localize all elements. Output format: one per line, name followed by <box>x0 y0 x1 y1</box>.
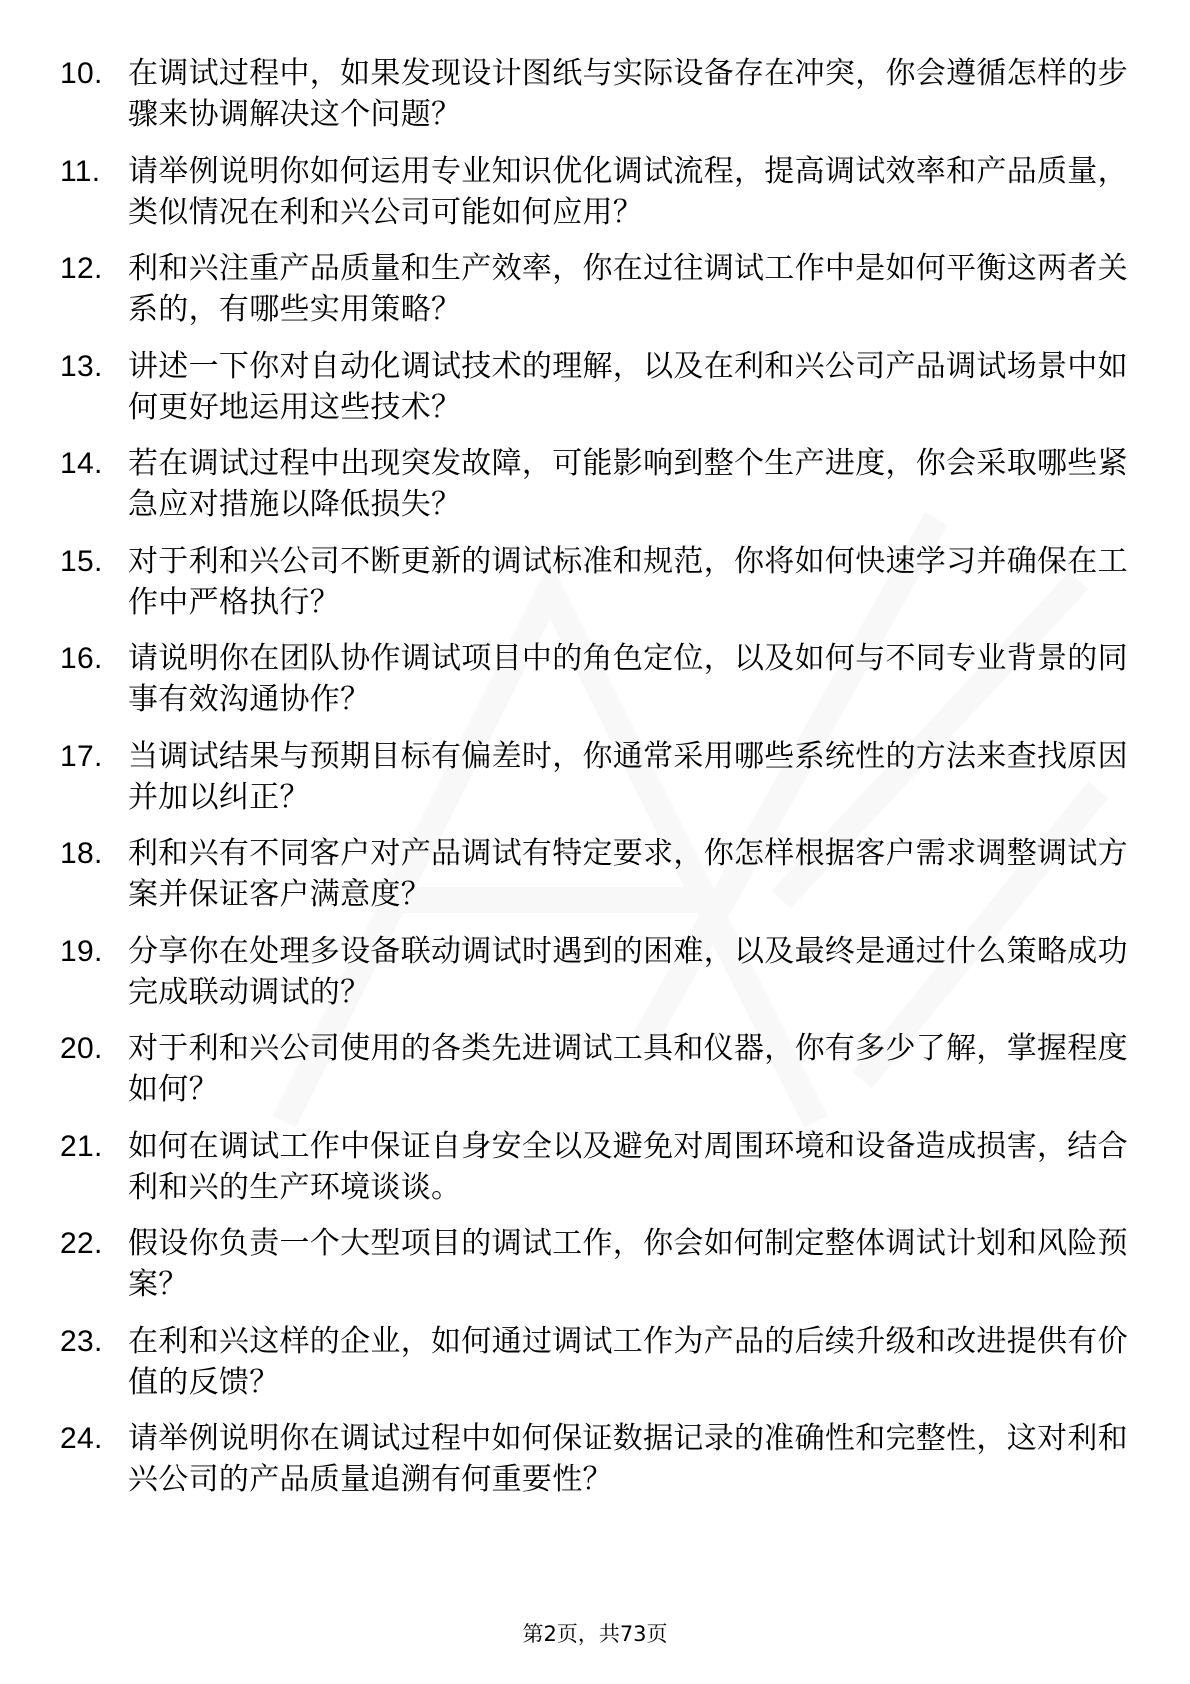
question-number: 24. <box>60 1422 103 1455</box>
question-text: 若在调试过程中出现突发故障，可能影响到整个生产进度，你会采取哪些紧急应对措施以降低损失？ <box>128 446 1128 522</box>
question-item <box>60 1223 1128 1305</box>
question-item <box>60 833 1128 915</box>
question-list <box>60 53 1128 1516</box>
question-item <box>60 736 1128 818</box>
question-item <box>60 541 1128 623</box>
question-item <box>60 1321 1128 1403</box>
question-text: 当调试结果与预期目标有偏差时，你通常采用哪些系统性的方法来查找原因并加以纠正？ <box>128 738 1128 815</box>
question-number: 14. <box>60 447 103 480</box>
question-number: 22. <box>60 1227 103 1260</box>
question-item <box>60 1418 1128 1500</box>
question-item <box>60 1028 1128 1110</box>
question-number: 23. <box>60 1324 103 1358</box>
question-item <box>60 248 1128 330</box>
question-text: 对于利和兴公司使用的各类先进调试工具和仪器，你有多少了解，掌握程度如何？ <box>128 1031 1128 1107</box>
page-footer: 第2页，共73页 <box>522 1622 668 1646</box>
question-number: 11. <box>60 154 101 188</box>
question-text: 在调试过程中，如果发现设计图纸与实际设备存在冲突，你会遵循怎样的步骤来协调解决这个问题？ <box>128 56 1128 132</box>
question-text: 请举例说明你在调试过程中如何保证数据记录的准确性和完整性，这对利和兴公司的产品质量追溯有何重要性？ <box>128 1421 1128 1497</box>
question-number: 18. <box>60 837 103 870</box>
question-item <box>60 53 1128 135</box>
question-text: 请说明你在团队协作调试项目中的角色定位，以及如何与不同专业背景的同事有效沟通协作？ <box>128 641 1128 717</box>
question-text: 请举例说明你如何运用专业知识优化调试流程，提高调试效率和产品质量，类似情况在利和兴公司可能如何应用？ <box>128 153 1128 230</box>
question-number: 12. <box>60 252 103 285</box>
question-number: 15. <box>60 544 103 578</box>
question-number: 13. <box>60 349 103 383</box>
question-number: 20. <box>60 1032 103 1065</box>
question-item <box>60 443 1128 525</box>
question-item <box>60 151 1128 233</box>
question-number: 16. <box>60 642 103 675</box>
question-item <box>60 638 1128 720</box>
question-text: 分享你在处理多设备联动调试时遇到的困难，以及最终是通过什么策略成功完成联动调试的？ <box>128 933 1128 1010</box>
question-text: 在利和兴这样的企业，如何通过调试工作为产品的后续升级和改进提供有价值的反馈？ <box>128 1323 1128 1400</box>
question-item <box>60 1126 1128 1208</box>
question-text: 如何在调试工作中保证自身安全以及避免对周围环境和设备造成损害，结合利和兴的生产环境谈谈。 <box>128 1128 1128 1205</box>
question-text: 利和兴注重产品质量和生产效率，你在过往调试工作中是如何平衡这两者关系的，有哪些实用策略？ <box>128 251 1128 327</box>
question-text: 对于利和兴公司不断更新的调试标准和规范，你将如何快速学习并确保在工作中严格执行？ <box>128 543 1128 620</box>
question-number: 21. <box>60 1129 103 1163</box>
question-number: 19. <box>60 934 103 968</box>
question-item <box>60 931 1128 1013</box>
question-item <box>60 346 1128 428</box>
question-number: 10. <box>60 57 103 90</box>
question-number: 17. <box>60 739 103 773</box>
question-text: 利和兴有不同客户对产品调试有特定要求，你怎样根据客户需求调整调试方案并保证客户满意度？ <box>128 836 1128 912</box>
question-text: 讲述一下你对自动化调试技术的理解，以及在利和兴公司产品调试场景中如何更好地运用这些技术？ <box>128 348 1128 425</box>
question-text: 假设你负责一个大型项目的调试工作，你会如何制定整体调试计划和风险预案？ <box>128 1226 1128 1302</box>
